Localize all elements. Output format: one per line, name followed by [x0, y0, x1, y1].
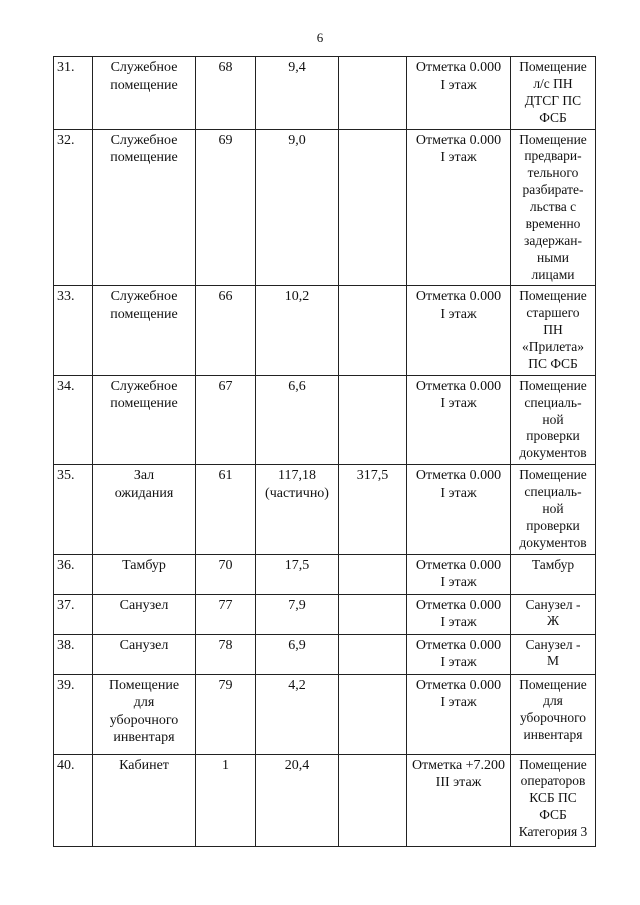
cell-line: Отметка 0.000 — [415, 289, 502, 305]
cell-line: 9,0 — [288, 132, 306, 148]
level-cell — [407, 754, 511, 846]
cell-line: Отметка 0.000 — [415, 378, 502, 394]
area-cell — [256, 554, 339, 594]
cell-line: помещение — [110, 77, 178, 93]
room-name-cell — [93, 57, 196, 130]
total-area-cell — [339, 594, 407, 634]
cell-line: Ж — [546, 613, 560, 629]
room-name-cell — [93, 129, 196, 286]
cell-line: Помещение — [519, 756, 587, 772]
purpose-cell — [511, 57, 596, 130]
cell-line: л/с ПН — [533, 75, 573, 91]
cell-line: I этаж — [440, 77, 477, 93]
area-cell — [256, 465, 339, 554]
area-cell — [256, 674, 339, 754]
row-number-cell: 36. — [54, 554, 93, 594]
cell-line: старшего — [526, 305, 580, 321]
room-number-cell: 70 — [196, 554, 256, 594]
table-row — [54, 754, 596, 846]
level-cell — [407, 57, 511, 130]
level-cell — [407, 554, 511, 594]
cell-line: Санузел — [119, 637, 169, 653]
cell-line: для — [543, 693, 563, 709]
page-number: 6 — [316, 30, 324, 45]
cell-line: I этаж — [440, 655, 477, 670]
cell-line: Помещение — [108, 677, 180, 693]
room-number-cell: 78 — [196, 634, 256, 674]
cell-line: I этаж — [440, 575, 477, 590]
cell-line: 10,2 — [284, 289, 310, 305]
area-cell — [256, 286, 339, 375]
cell-line: 6,9 — [288, 637, 306, 653]
room-number-cell: 77 — [196, 594, 256, 634]
room-number-cell: 61 — [196, 465, 256, 554]
area-cell — [256, 57, 339, 130]
cell-line: М — [546, 653, 559, 669]
cell-line: Отметка 0.000 — [415, 132, 502, 148]
cell-line: ной — [542, 411, 564, 427]
purpose-cell — [511, 554, 596, 594]
total-area-cell — [339, 129, 407, 286]
level-cell — [407, 465, 511, 554]
cell-line: 7,9 — [288, 597, 306, 613]
row-number-cell: 38. — [54, 634, 93, 674]
cell-line: Отметка 0.000 — [415, 597, 502, 613]
cell-line: III этаж — [435, 775, 482, 790]
row-number-cell: 37. — [54, 594, 93, 634]
row-number-cell: 39. — [54, 674, 93, 754]
cell-line: I этаж — [440, 695, 477, 710]
cell-line: «Прилета» — [521, 339, 584, 354]
cell-line: Тамбур — [531, 556, 575, 572]
table-row — [54, 674, 596, 754]
cell-line: Служебное — [110, 289, 178, 305]
cell-line: (частично) — [265, 485, 329, 501]
row-number-cell: 35. — [54, 465, 93, 554]
row-number-cell: 34. — [54, 375, 93, 464]
total-area-cell — [339, 554, 407, 594]
cell-line: специаль- — [524, 484, 582, 499]
level-cell — [407, 674, 511, 754]
room-number-cell: 66 — [196, 286, 256, 375]
cell-line: уборочного — [519, 710, 587, 726]
area-cell — [256, 594, 339, 634]
row-number-cell: 40. — [54, 754, 93, 846]
cell-line: I этаж — [440, 615, 477, 630]
room-number-cell: 67 — [196, 375, 256, 464]
cell-line: 6,6 — [288, 378, 306, 394]
cell-line: Санузел — [119, 597, 169, 613]
cell-line: лицами — [531, 266, 575, 282]
table-row — [54, 286, 596, 375]
purpose-cell — [511, 754, 596, 846]
room-name-cell — [93, 674, 196, 754]
total-area-cell — [339, 754, 407, 846]
cell-line: 9,4 — [288, 60, 306, 75]
cell-line: Категория 3 — [518, 824, 588, 839]
cell-line: ДТСГ ПС — [524, 92, 582, 108]
cell-line: ожидания — [114, 485, 174, 501]
cell-line: 17,5 — [284, 557, 310, 573]
room-name-cell — [93, 754, 196, 846]
cell-line: I этаж — [440, 485, 477, 501]
room-name-cell — [93, 634, 196, 674]
cell-line: операторов — [520, 773, 586, 789]
purpose-cell — [511, 674, 596, 754]
cell-line: задержан- — [524, 232, 582, 248]
cell-line: Помещение — [519, 467, 587, 483]
cell-line: Тамбур — [122, 557, 166, 573]
premises-table-body — [54, 57, 596, 847]
cell-line: документов — [519, 445, 587, 461]
area-cell — [256, 129, 339, 286]
cell-line: проверки — [526, 428, 580, 444]
row-number-cell: 31. — [54, 57, 93, 130]
cell-line: тельного — [527, 165, 579, 181]
table-row — [54, 634, 596, 674]
cell-line: 117,18 — [278, 468, 316, 484]
purpose-cell — [511, 375, 596, 464]
cell-line: помещение — [110, 150, 178, 165]
cell-line: I этаж — [440, 396, 477, 412]
level-cell — [407, 129, 511, 286]
cell-line: Помещение — [519, 59, 587, 74]
cell-line: временно — [525, 215, 581, 231]
total-area-cell — [339, 286, 407, 375]
area-cell — [256, 375, 339, 464]
cell-line: Санузел - — [525, 636, 581, 652]
room-number-cell: 1 — [196, 754, 256, 846]
purpose-cell — [511, 465, 596, 554]
cell-line: Отметка 0.000 — [415, 468, 502, 484]
table-row — [54, 375, 596, 464]
level-cell — [407, 286, 511, 375]
room-name-cell — [93, 286, 196, 375]
level-cell — [407, 634, 511, 674]
cell-line: предвари- — [524, 148, 582, 164]
purpose-cell — [511, 634, 596, 674]
room-number-cell: 79 — [196, 674, 256, 754]
cell-line: 20,4 — [284, 757, 310, 773]
cell-line: проверки — [526, 517, 580, 533]
cell-line: 4,2 — [288, 677, 306, 693]
cell-line: Отметка +7.200 — [411, 757, 506, 773]
cell-line: Служебное — [110, 60, 178, 75]
table-row — [54, 594, 596, 634]
room-name-cell — [93, 375, 196, 464]
room-number-cell: 68 — [196, 57, 256, 130]
cell-line: I этаж — [440, 306, 477, 322]
cell-line: Помещение — [519, 288, 587, 304]
table-row — [54, 554, 596, 594]
table-row — [54, 57, 596, 130]
cell-line: Служебное — [110, 132, 178, 148]
cell-line: ПС ФСБ — [528, 355, 578, 371]
cell-line: льства с — [529, 199, 577, 214]
table-row — [54, 129, 596, 286]
room-name-cell — [93, 465, 196, 554]
purpose-cell — [511, 286, 596, 375]
level-cell — [407, 594, 511, 634]
purpose-cell — [511, 129, 596, 286]
cell-line: Отметка 0.000 — [415, 557, 502, 573]
room-name-cell — [93, 594, 196, 634]
area-cell — [256, 754, 339, 846]
area-cell — [256, 634, 339, 674]
cell-line: ПН — [543, 322, 563, 338]
cell-line: инвентаря — [113, 730, 175, 745]
cell-line: Помещение — [519, 131, 587, 147]
cell-line: специаль- — [524, 394, 582, 410]
row-number-cell: 33. — [54, 286, 93, 375]
room-name-cell — [93, 554, 196, 594]
total-area-cell — [339, 634, 407, 674]
cell-line: разбирате- — [522, 182, 584, 198]
table-row — [54, 465, 596, 554]
premises-table — [53, 56, 596, 847]
cell-line: Помещение — [519, 377, 587, 393]
cell-line: I этаж — [440, 150, 477, 165]
row-number-cell: 32. — [54, 129, 93, 286]
cell-line: Отметка 0.000 — [415, 677, 502, 693]
cell-line: уборочного — [109, 712, 179, 728]
cell-line: Санузел - — [525, 596, 581, 612]
cell-line: ными — [536, 249, 570, 265]
cell-line: ФСБ — [539, 807, 567, 823]
cell-line: Служебное — [110, 378, 178, 394]
cell-line: Отметка 0.000 — [415, 60, 502, 75]
purpose-cell — [511, 594, 596, 634]
total-area-cell — [339, 674, 407, 754]
cell-line: помещение — [110, 306, 178, 322]
cell-line: помещение — [110, 396, 178, 412]
cell-line: документов — [519, 534, 587, 550]
cell-line: Помещение — [519, 676, 587, 692]
cell-line: ной — [542, 500, 564, 516]
cell-line: Отметка 0.000 — [415, 637, 502, 653]
total-area-cell: 317,5 — [339, 465, 407, 554]
cell-line: Кабинет — [119, 757, 169, 773]
cell-line: Зал — [133, 468, 155, 484]
cell-line: для — [133, 695, 155, 710]
total-area-cell — [339, 57, 407, 130]
cell-line: ФСБ — [539, 109, 567, 125]
level-cell — [407, 375, 511, 464]
room-number-cell: 69 — [196, 129, 256, 286]
cell-line: КСБ ПС — [529, 790, 577, 806]
cell-line: инвентаря — [523, 727, 583, 743]
total-area-cell — [339, 375, 407, 464]
